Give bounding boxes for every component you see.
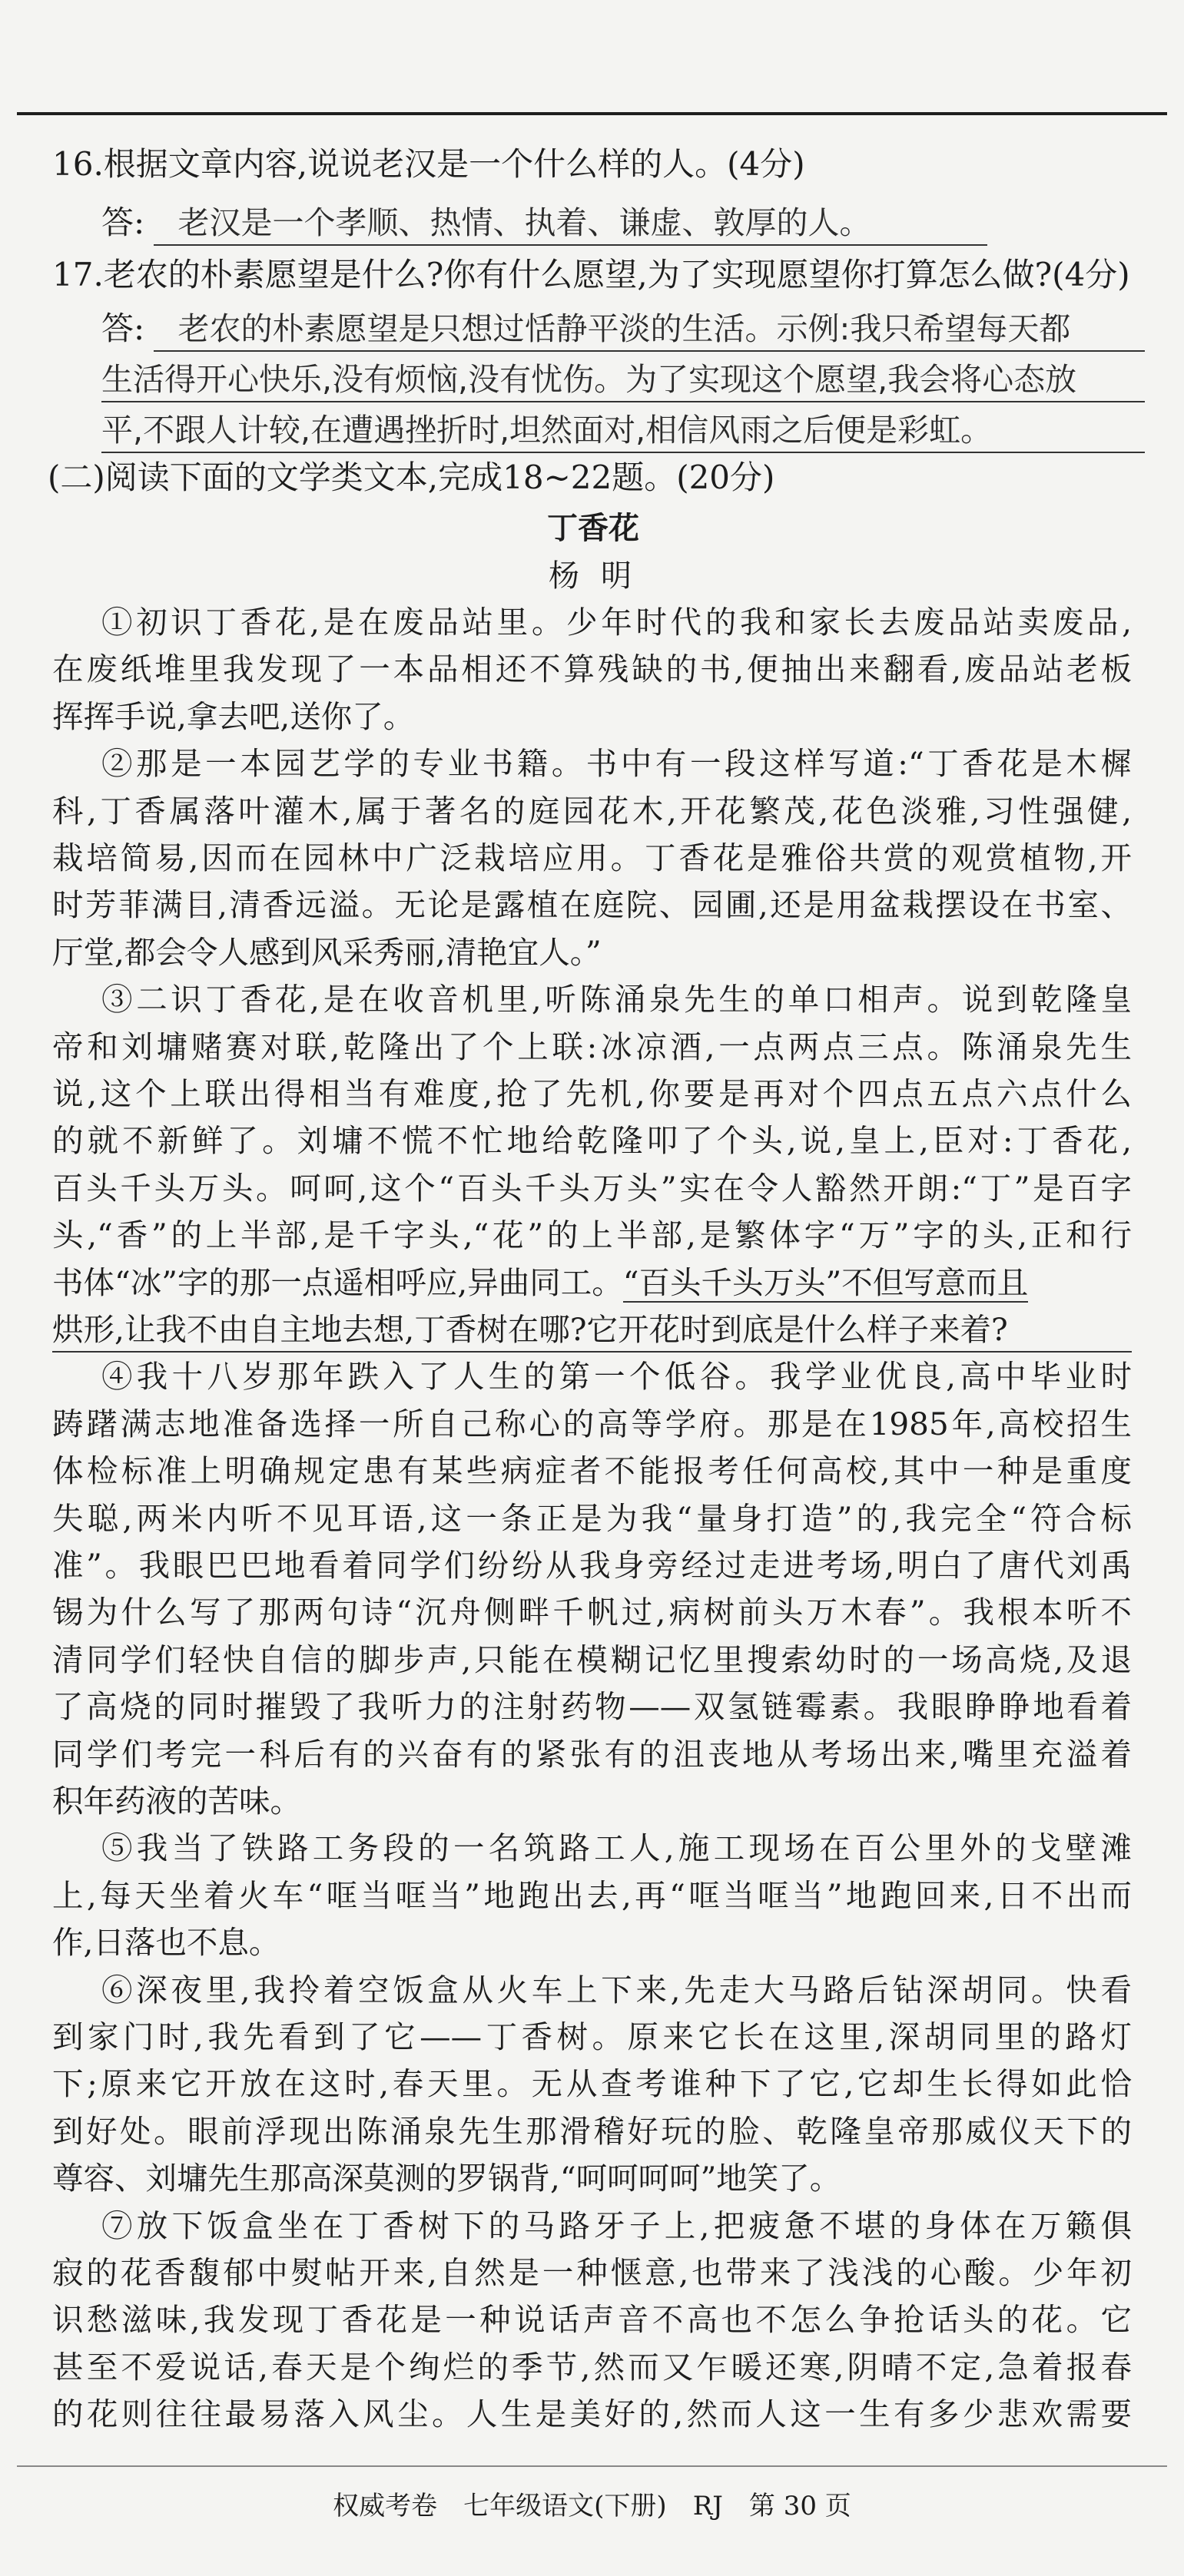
article-line: 积年药液的苦味。 — [52, 1783, 301, 1819]
article-line: 头,“香”的上半部,是千字头,“花”的上半部,是繁体字“万”字的头,正和行 — [52, 1217, 1132, 1254]
article-line: 说,这个上联出得相当有难度,抢了先机,你要是再对个四点五点六点什么 — [52, 1075, 1132, 1112]
article-line: 在废纸堆里我发现了一本品相还不算残缺的书,便抽出来翻看,废品站老板 — [52, 651, 1132, 688]
article-line: 同学们考完一科后有的兴奋有的紧张有的沮丧地从考场出来,嘴里充溢着 — [52, 1735, 1132, 1773]
article-line: 到家门时,我先看到了它——丁香树。原来它长在这里,深胡同里的路灯 — [52, 2018, 1132, 2055]
article-line: 体检标准上明确规定患有某些病症者不能报考任何高校,其中一种是重度 — [52, 1452, 1132, 1490]
article-line: 清同学们轻快自信的脚步声,只能在模糊记忆里搜索幼时的一场高烧,及退 — [52, 1641, 1132, 1678]
question-16: 16.根据文章内容,说说老汉是一个什么样的人。(4分) — [52, 145, 805, 183]
article-line: ①初识丁香花,是在废品站里。少年时代的我和家长去废品站卖废品, — [101, 604, 1132, 641]
answer-17-line-2: 生活得开心快乐,没有烦恼,没有忧伤。为了实现这个愿望,我会将心态放 — [101, 361, 1077, 398]
article-line: 时芳菲满目,清香远溢。无论是露植在庭院、园圃,还是用盆栽摆设在书室、 — [52, 886, 1132, 924]
article-title: 丁香花 — [547, 511, 639, 546]
article-line: 失聪,两米内听不见耳语,这一条正是为我“量身打造”的,我完全“符合标 — [52, 1499, 1132, 1537]
article-line: 了高烧的同时摧毁了我听力的注射药物——双氢链霉素。我眼睁睁地看着 — [52, 1688, 1132, 1726]
article-line: 科,丁香属落叶灌木,属于著名的庭园花木,开花繁茂,花色淡雅,习性强健, — [52, 792, 1132, 829]
article-line: 百头千头万头。呵呵,这个“百头千头万头”实在令人豁然开朗:“丁”是百字 — [52, 1169, 1132, 1207]
article-line-segment: 书体“冰”字的那一点遥相呼应,异曲同工。 — [52, 1263, 623, 1301]
article-author: 杨明 — [549, 558, 653, 594]
answer-17-rule-3 — [101, 452, 1145, 453]
article-line: 上,每天坐着火车“哐当哐当”地跑出去,再“哐当哐当”地跑回来,日不出而 — [52, 1876, 1132, 1914]
page-footer: 权威考卷 七年级语文(下册) RJ 第 30 页 — [333, 2491, 851, 2521]
article-line: 的就不新鲜了。刘墉不慌不忙地给乾隆叩了个头,说,皇上,臣对:丁香花, — [52, 1122, 1132, 1160]
article-line: ⑤我当了铁路工务段的一名筑路工人,施工现场在百公里外的戈壁滩 — [101, 1829, 1132, 1867]
answer-17-rule-1 — [154, 350, 1145, 352]
article-line: ③二识丁香花,是在收音机里,听陈涌泉先生的单口相声。说到乾隆皇 — [101, 981, 1132, 1018]
article-line: 烘形,让我不由自主地去想,丁香树在哪?它开花时到底是什么样子来着? — [52, 1308, 1132, 1353]
article-line: 下;原来它开放在这时,春天里。无从查考谁种下了它,它却生长得如此恰 — [52, 2065, 1132, 2103]
article-line: 甚至不爱说话,春天是个绚烂的季节,然而又乍暖还寒,阴晴不定,急着报春 — [52, 2348, 1132, 2386]
article-line: 作,日落也不息。 — [52, 1924, 280, 1962]
article-line: 到好处。眼前浮现出陈涌泉先生那滑稽好玩的脸、乾隆皇帝那威仪天下的 — [52, 2112, 1132, 2150]
article-line: 的花则往往最易落入风尘。人生是美好的,然而人这一生有多少悲欢需要 — [52, 2396, 1132, 2433]
article-line: ⑥深夜里,我拎着空饭盒从火车上下来,先走大马路后钻深胡同。快看 — [101, 1971, 1132, 2008]
article-line: 踌躇满志地准备选择一所自己称心的高等学府。那是在1985年,高校招生 — [52, 1405, 1132, 1442]
article-line: 寂的花香馥郁中熨帖开来,自然是一种惬意,也带来了浅浅的心酸。少年初 — [52, 2254, 1132, 2291]
article-line: 栽培简易,因而在园林中广泛栽培应用。丁香花是雅俗共赏的观赏植物,开 — [52, 839, 1132, 876]
article-line — [52, 1261, 1132, 1304]
underlined-sentence: “百头千头万头”不但写意而且 — [622, 1263, 1029, 1301]
article-line: ②那是一本园艺学的专业书籍。书中有一段这样写道:“丁香花是木樨 — [101, 745, 1132, 783]
answer-16 — [101, 201, 871, 244]
top-rule — [17, 112, 1167, 115]
article-line: 锡为什么写了那两句诗“沉舟侧畔千帆过,病树前头万木春”。我根本听不 — [52, 1594, 1132, 1631]
article-line: ⑦放下饭盒坐在丁香树下的马路牙子上,把疲惫不堪的身体在万籁俱 — [101, 2207, 1132, 2244]
answer-17-rule-2 — [101, 401, 1145, 402]
article-line: ④我十八岁那年跌入了人生的第一个低谷。我学业优良,高中毕业时 — [101, 1358, 1132, 1396]
section-heading: (二)阅读下面的文学类文本,完成18~22题。(20分) — [48, 459, 775, 496]
article-line: 厅堂,都会令人感到风采秀丽,清艳宜人。” — [52, 933, 602, 971]
answer-16-rule — [154, 244, 987, 246]
article-line: 挥挥手说,拿去吧,送你了。 — [52, 697, 415, 735]
answer-17-text: 老农的朴素愿望是只想过恬静平淡的生活。示例:我只希望每天都 — [177, 310, 1071, 347]
answer-prefix: 答: — [101, 310, 145, 347]
answer-17-line-1 — [101, 307, 1070, 350]
article-line: 识愁滋味,我发现丁香花是一种说话声音不高也不怎么争抢话头的花。它 — [52, 2301, 1132, 2339]
question-17: 17.老农的朴素愿望是什么?你有什么愿望,为了实现愿望你打算怎么做?(4分) — [52, 256, 1130, 293]
answer-17-line-3: 平,不跟人计较,在遭遇挫折时,坦然面对,相信风雨之后便是彩虹。 — [101, 412, 993, 449]
bottom-rule — [17, 2465, 1167, 2467]
article-line: 准”。我眼巴巴地看着同学们纷纷从我身旁经过走进考场,明白了唐代刘禹 — [52, 1547, 1132, 1584]
article-line: 帝和刘墉赌赛对联,乾隆出了个上联:冰凉酒,一点两点三点。陈涌泉先生 — [52, 1028, 1132, 1065]
answer-16-text: 老汉是一个孝顺、热情、执着、谦虚、敦厚的人。 — [177, 204, 871, 241]
article-line: 尊容、刘墉先生那高深莫测的罗锅背,“呵呵呵呵”地笑了。 — [52, 2160, 841, 2197]
answer-prefix: 答: — [101, 204, 145, 241]
